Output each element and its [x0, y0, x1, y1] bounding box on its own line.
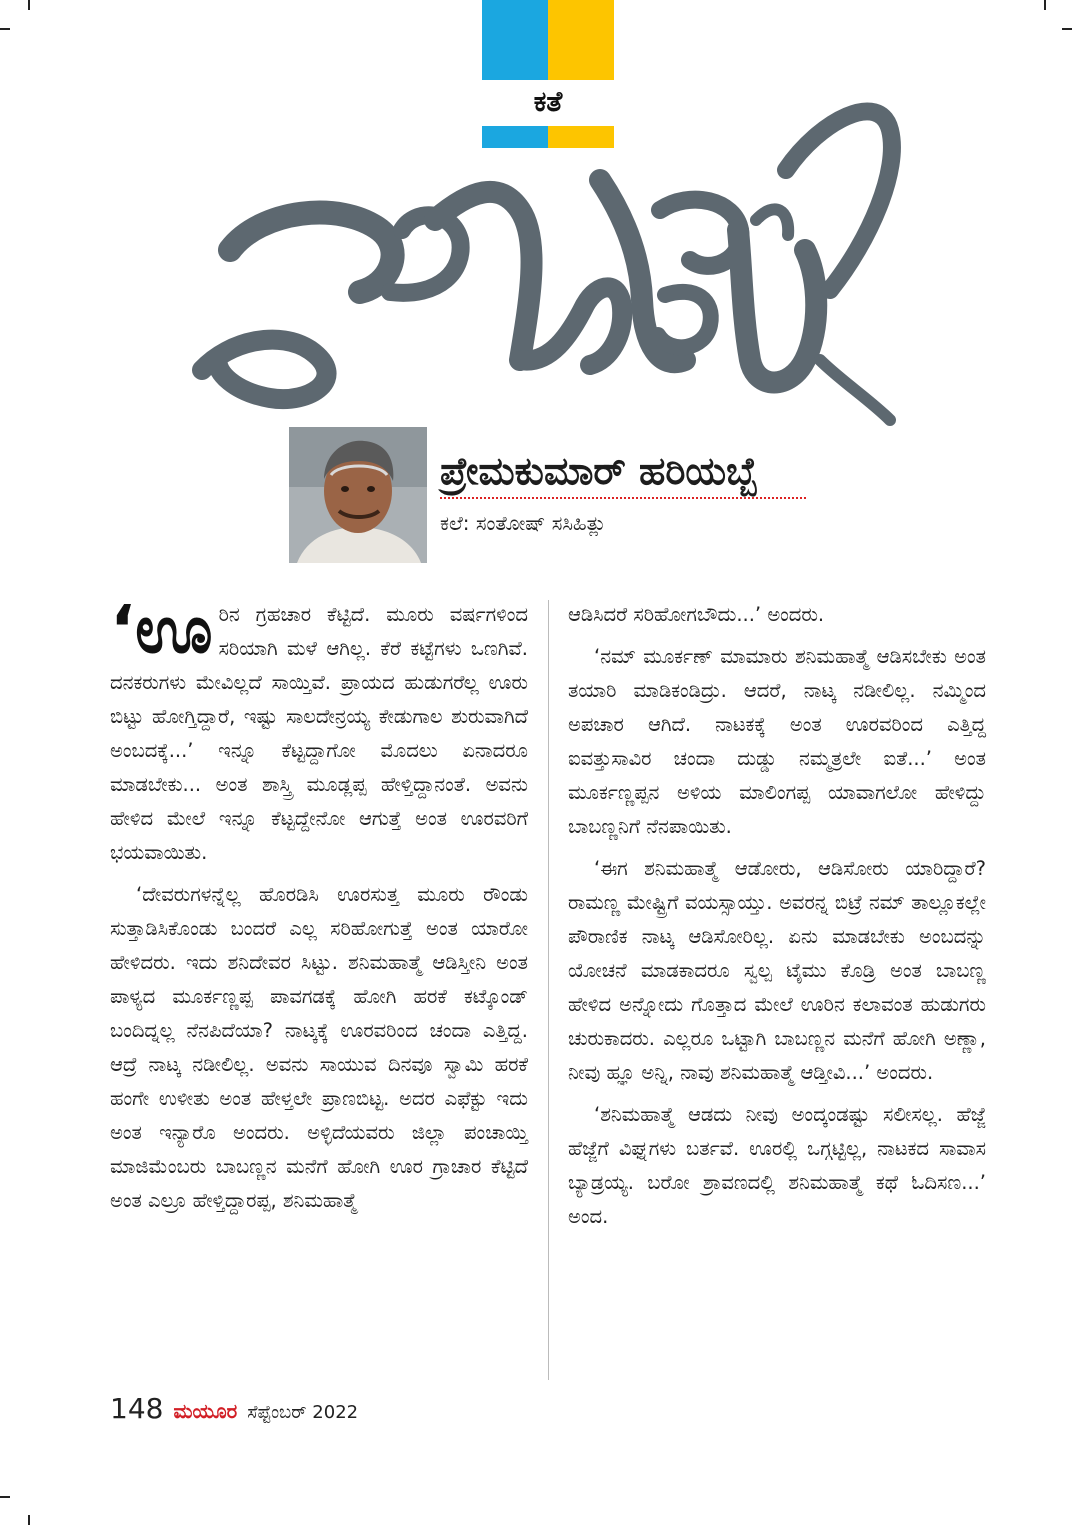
- calligraphy-title-art: [190, 60, 910, 440]
- crop-mark: [1062, 28, 1072, 30]
- crop-mark: [1044, 0, 1046, 10]
- artist-credit: ಕಲೆ: ಸಂತೋಷ್ ಸಸಿಹಿತ್ಲು: [440, 511, 607, 535]
- article-column-left: [110, 591, 528, 1226]
- author-photo: [289, 427, 427, 563]
- column-divider: [548, 600, 549, 1380]
- paragraph-text: ರಿನ ಗ್ರಹಚಾರ ಕೆಟ್ಟಿದೆ. ಮೂರು ವರ್ಷಗಳಿಂದ ಸರಿಯಾಗಿ ಮಳೆ ಆಗಿಲ್ಲ. ಕೆರೆ ಕಟ್ಟೆಗಳು ಒಣಗಿವೆ. ದನಕರುಗಳು ಮೇವಿಲ್ಲದೆ ಸಾಯ್ತಿವೆ. ಪ್ರಾಯದ ಹುಡುಗರೆಲ್ಲ ಊರು ಬಿಟ್ಟು ಹೋಗ್ತಿದ್ದಾರೆ, ಇಷ್ಟು ಸಾಲದೇನ್ರಯ್ಯ ಕೇಡುಗಾಲ ಶುರುವಾಗಿದೆ ಅಂಬದಕ್ಕೆ...’ ಇನ್ನೂ ಕೆಟ್ಟದ್ದಾಗೋ ಮೊದಲು ಏನಾದರೂ ಮಾಡಬೇಕು... ಅಂತ ಶಾಸ್ತ್ರಿ ಮೂಡ್ಲಪ್ಪ ಹೇಳ್ತಿದ್ದಾನಂತೆ. ಅವನು ಹೇಳಿದ ಮೇಲೆ ಇನ್ನೂ ಕೆಟ್ಟದ್ದೇನೋ ಆಗುತ್ತೆ ಅಂತ ಊರವರಿಗೆ ಭಯವಾಯಿತು.: [110, 603, 528, 864]
- crop-mark: [28, 0, 30, 10]
- page-number: 148: [110, 1392, 164, 1425]
- drop-cap: ‘ಊ: [110, 591, 213, 668]
- section-label: ಕತೆ: [533, 85, 563, 118]
- article-paragraph: ‘ಈಗ ಶನಿಮಹಾತ್ಮೆ ಆಡೋರು, ಆಡಿಸೋರು ಯಾರಿದ್ದಾರೆ? ರಾಮಣ್ಣ ಮೇಷ್ಟ್ರಿಗೆ ವಯಸ್ಸಾಯ್ತು. ಅವರನ್ನ ಬಿಟ್ರೆ ನಮ್ ತಾಲ್ಲೂಕಲ್ಲೇ ಪೌರಾಣಿಕ ನಾಟ್ಕ ಆಡಿಸೋರಿಲ್ಲ. ಏನು ಮಾಡಬೇಕು ಅಂಬದನ್ನು ಯೋಚನೆ ಮಾಡಕಾದರೂ ಸ್ವಲ್ಪ ಟೈಮು ಕೊಡ್ರಿ ಅಂತ ಬಾಬಣ್ಣ ಹೇಳಿದ ಅನ್ನೋದು ಗೊತ್ತಾದ ಮೇಲೆ ಊರಿನ ಕಲಾವಂತ ಹುಡುಗರು ಚುರುಕಾದರು. ಎಲ್ಲರೂ ಒಟ್ಟಾಗಿ ಬಾಬಣ್ಣನ ಮನೆಗೆ ಹೋಗಿ ಅಣ್ಣಾ, ನೀವು ಹ್ಞೂ ಅನ್ನಿ, ನಾವು ಶನಿಮಹಾತ್ಮೆ ಆಡ್ತೀವಿ...’ ಅಂದರು.: [568, 857, 986, 1084]
- article-paragraph: [110, 591, 528, 870]
- page-footer: [110, 1392, 358, 1425]
- issue-date: ಸೆಪ್ಟೆಂಬರ್ 2022: [247, 1402, 359, 1423]
- author-portrait: [289, 427, 427, 563]
- article-paragraph: ‘ನಮ್ ಮೂರ್ಕಣ್ ಮಾಮಾರು ಶನಿಮಹಾತ್ಮೆ ಆಡಿಸಬೇಕು ಅಂತ ತಯಾರಿ ಮಾಡಿಕಂಡಿದ್ರು. ಆದರೆ, ನಾಟ್ಕ ನಡೀಲಿಲ್ಲ. ನಮ್ಮಿಂದ ಅಪಚಾರ ಆಗಿದೆ. ನಾಟಕಕ್ಕೆ ಅಂತ ಊರವರಿಂದ ಎತ್ತಿದ್ದ ಐವತ್ತುಸಾವಿರ ಚಂದಾ ದುಡ್ಡು ನಮ್ಮತ್ರಲೇ ಐತೆ...’ ಅಂತ ಮೂರ್ಕಣ್ಣಪ್ಪನ ಅಳಿಯ ಮಾಲಿಂಗಪ್ಪ ಯಾವಾಗಲೋ ಹೇಳಿದ್ದು ಬಾಬಣ್ಣನಿಗೆ ನೆನಪಾಯಿತು.: [568, 645, 986, 838]
- crop-mark: [28, 1515, 30, 1525]
- article-paragraph: ‘ಶನಿಮಹಾತ್ಮೆ ಆಡದು ನೀವು ಅಂದ್ಕಂಡಷ್ಟು ಸಲೀಸಲ್ಲ. ಹೆಜ್ಜೆ ಹೆಜ್ಜೆಗೆ ವಿಘ್ನಗಳು ಬರ್ತವೆ. ಊರಲ್ಲಿ ಒಗ್ಗಟ್ಟಿಲ್ಲ, ನಾಟಕದ ಸಾವಾಸ ಬ್ಯಾಡ್ರಯ್ಯ. ಬರೋ ಶ್ರಾವಣದಲ್ಲಿ ಶನಿಮಹಾತ್ಮೆ ಕಥೆ ಓದಿಸಣ...’ ಅಂದ.: [568, 1103, 986, 1228]
- author-divider: [440, 497, 806, 499]
- story-title: [190, 60, 910, 440]
- crop-mark: [0, 28, 10, 30]
- magazine-name: ಮಯೂರ: [173, 1399, 238, 1423]
- article-paragraph: ಆಡಿಸಿದರೆ ಸರಿಹೋಗಬೌದು...’ ಅಂದರು.: [568, 603, 825, 626]
- article-paragraph: ‘ದೇವರುಗಳನ್ನೆಲ್ಲ ಹೊರಡಿಸಿ ಊರಸುತ್ತ ಮೂರು ರೌಂಡು ಸುತ್ತಾಡಿಸಿಕೊಂಡು ಬಂದರೆ ಎಲ್ಲ ಸರಿಹೋಗುತ್ತೆ ಅಂತ ಯಾರೋ ಹೇಳಿದರು. ಇದು ಶನಿದೇವರ ಸಿಟ್ಟು. ಶನಿಮಹಾತ್ಮೆ ಆಡಿಸ್ತೀನಿ ಅಂತ ಪಾಳ್ಯದ ಮೂರ್ಕಣ್ಣಪ್ಪ ಪಾವಗಡಕ್ಕೆ ಹೋಗಿ ಹರಕೆ ಕಟ್ಕೊಂಡ್ ಬಂದಿದ್ನಲ್ಲ ನೆನಪಿದೆಯಾ? ನಾಟ್ಕಕ್ಕೆ ಊರವರಿಂದ ಚಂದಾ ಎತ್ತಿದ್ದ. ಆದ್ರೆ ನಾಟ್ಕ ನಡೀಲಿಲ್ಲ. ಅವನು ಸಾಯುವ ದಿನವೂ ಸ್ವಾಮಿ ಹರಕೆ ಹಂಗೇ ಉಳೀತು ಅಂತ ಹೇಳ್ತಲೇ ಪ್ರಾಣಬಿಟ್ಟ. ಅದರ ಎಫೆಕ್ಟು ಇದು ಅಂತ ಇನ್ಯಾರೊ ಅಂದರು. ಅಳ್ಳಿದೆಯವರು ಜಿಲ್ಲಾ ಪಂಚಾಯ್ತಿ ಮಾಜಿಮೆಂಬರು ಬಾಬಣ್ಣನ ಮನೆಗೆ ಹೋಗಿ ಊರ ಗ್ರಾಚಾರ ಕೆಟ್ಟಿದೆ ಅಂತ ಎಲ್ರೂ ಹೇಳ್ತಿದ್ದಾರಪ್ಪ, ಶನಿಮಹಾತ್ಮೆ: [110, 883, 528, 1212]
- crop-mark: [0, 1496, 10, 1498]
- article-column-right: [568, 598, 986, 1242]
- author-name: ಪ್ರೇಮಕುಮಾರ್ ಹರಿಯಬ್ಬೆ: [440, 449, 758, 493]
